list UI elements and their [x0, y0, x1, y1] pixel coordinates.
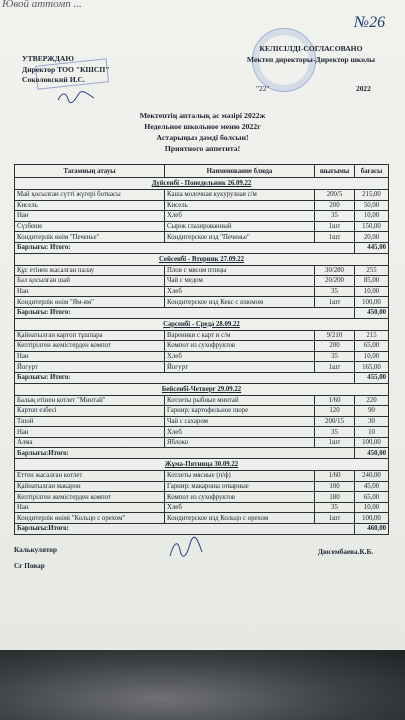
dish-russian: Кондитерское изд Кольцо с орехом — [165, 513, 315, 524]
total-row — [15, 242, 389, 253]
dish-kazakh: Нан — [15, 211, 165, 222]
dish-yield: 1/60 — [315, 395, 355, 406]
total-value: 460,00 — [355, 524, 389, 535]
dish-kazakh: Кондитерлік өнім "Ям-ям" — [15, 297, 165, 308]
dish-russian: Каша молочная кукурузная с/м — [165, 190, 315, 201]
dish-price: 150,00 — [355, 221, 389, 232]
dish-russian: Сырок глазированный — [165, 221, 315, 232]
dish-price: 100,00 — [355, 297, 389, 308]
total-label: Барлығы: Итого: — [15, 242, 355, 253]
heading-kazakh: Мектептің апталық ас мәзірі 2022ж — [139, 111, 266, 120]
dish-russian: Гарнир: картофельное пюре — [165, 406, 315, 417]
table-row — [15, 395, 389, 406]
dish-yield: 180 — [315, 492, 355, 503]
table-row — [15, 492, 389, 503]
table-header-row — [15, 165, 389, 178]
table-row — [15, 276, 389, 287]
agreement-date: "22" — [256, 84, 270, 93]
approval-block — [22, 54, 109, 86]
dish-russian: Компот из сухофруктов — [165, 492, 315, 503]
page-number: №26 — [354, 14, 386, 31]
dish-kazakh: Нан — [15, 502, 165, 513]
total-row — [15, 448, 389, 459]
agreement-block — [236, 44, 386, 65]
col-header-yield: шығымы — [315, 165, 355, 178]
dish-price: 65,00 — [355, 492, 389, 503]
dish-price: 90 — [355, 406, 389, 417]
dish-kazakh: Нан — [15, 286, 165, 297]
total-label: Барлығы: Итого: — [15, 372, 355, 383]
dish-yield: 35 — [315, 351, 355, 362]
dish-russian: Котлеты мясные (п/ф) — [165, 471, 315, 482]
table-row — [15, 427, 389, 438]
col-header-russian: Наименование блюда — [165, 165, 315, 178]
dish-russian: Хлеб — [165, 286, 315, 297]
day-label: Сейсенбі - Вторник 27.09.22 — [15, 253, 389, 265]
dish-russian: Хлеб — [165, 502, 315, 513]
dish-kazakh: Қайнатылған картоп тұшпара — [15, 330, 165, 341]
total-row — [15, 307, 389, 318]
dish-yield: 1шт — [315, 362, 355, 373]
dish-yield: 30/280 — [315, 265, 355, 276]
menu-headings — [0, 110, 405, 154]
approval-director: Директор ТОО "КШСП" — [22, 64, 110, 74]
dish-russian: Вареники с карт и с/м — [165, 330, 315, 341]
calculator-signature — [166, 536, 206, 562]
weekly-menu-table — [14, 164, 389, 535]
dish-russian: Хлеб — [165, 351, 315, 362]
dish-kazakh: Алма — [15, 437, 165, 448]
dish-yield: 1шт — [315, 297, 355, 308]
table-row — [15, 341, 389, 352]
greeting-kazakh: Астарыңыз дәмді болсын! — [156, 133, 249, 142]
dish-kazakh: Йогурт — [15, 362, 165, 373]
dish-yield: 200/15 — [315, 416, 355, 427]
table-row — [15, 211, 389, 222]
table-row — [15, 416, 389, 427]
table-row — [15, 502, 389, 513]
total-label: Барлығы:Итого: — [15, 524, 355, 535]
table-body — [15, 178, 389, 535]
table-row — [15, 200, 389, 211]
dish-russian: Хлеб — [165, 427, 315, 438]
dish-kazakh: Қайнатылған макарон — [15, 481, 165, 492]
agreement-year: 2022 — [356, 84, 371, 93]
day-label: Сәрсенбі - Среда 28.09.22 — [15, 318, 389, 330]
approval-title: УТВЕРЖДАЮ — [22, 54, 74, 63]
dish-price: 100,00 — [355, 513, 389, 524]
dish-price: 220 — [355, 395, 389, 406]
dish-kazakh: Кондитерлік өнімі "Кольцо с орехом" — [15, 513, 165, 524]
dish-russian: Плов с мясом птицы — [165, 265, 315, 276]
heading-russian: Недельное школьное меню 2022г — [144, 122, 261, 131]
day-row — [15, 459, 389, 471]
dish-russian: Котлеты рыбные минтай — [165, 395, 315, 406]
dish-yield: 1шт — [315, 221, 355, 232]
footer-calculator: Калькулятор — [14, 546, 58, 554]
dish-kazakh: Картоп езбесі — [15, 406, 165, 417]
dish-russian: Йогурт — [165, 362, 315, 373]
approval-name: Соколовский И.С. — [22, 75, 85, 84]
col-header-price: бағасы — [355, 165, 389, 178]
greeting-russian: Приятного аппетита! — [164, 144, 241, 153]
dish-kazakh: Кептірілген жемістерден компот — [15, 492, 165, 503]
total-value: 450,00 — [355, 448, 389, 459]
dish-kazakh: Тшой — [15, 416, 165, 427]
dish-russian: Компот из сухофруктов — [165, 341, 315, 352]
total-label: Барлығы: Итого: — [15, 307, 355, 318]
day-row — [15, 318, 389, 330]
dish-kazakh: Бал қосылған шай — [15, 276, 165, 287]
dish-price: 20,00 — [355, 232, 389, 243]
dish-price: 30 — [355, 416, 389, 427]
dish-russian: Хлеб — [165, 211, 315, 222]
dish-russian: Кондитерское изд "Печенье" — [165, 232, 315, 243]
dish-yield: 9/210 — [315, 330, 355, 341]
dish-russian: Яблоко — [165, 437, 315, 448]
day-label: Бейсенбі-Четверг 29.09.22 — [15, 383, 389, 395]
dish-yield: 1шт — [315, 232, 355, 243]
dish-yield: 35 — [315, 286, 355, 297]
dish-price: 255 — [355, 265, 389, 276]
table-row — [15, 471, 389, 482]
dish-russian: Гарнир: макароны отварные — [165, 481, 315, 492]
total-value: 455,00 — [355, 372, 389, 383]
day-row — [15, 383, 389, 395]
dish-price: 45,00 — [355, 481, 389, 492]
dish-kazakh: Құс етінен жасалған палау — [15, 265, 165, 276]
table-row — [15, 265, 389, 276]
dish-kazakh: Нан — [15, 427, 165, 438]
dish-yield: 1/60 — [315, 471, 355, 482]
dish-price: 65,00 — [355, 341, 389, 352]
table-row — [15, 437, 389, 448]
total-row — [15, 524, 389, 535]
table-row — [15, 286, 389, 297]
director-signature — [56, 90, 96, 104]
dish-price: 10,00 — [355, 286, 389, 297]
table-row — [15, 406, 389, 417]
dish-russian: Кисель — [165, 200, 315, 211]
dish-price: 100,00 — [355, 437, 389, 448]
dish-price: 215 — [355, 330, 389, 341]
dish-price: 10 — [355, 427, 389, 438]
table-row — [15, 513, 389, 524]
total-label: Барлығы:Итого: — [15, 448, 355, 459]
dish-price: 10,00 — [355, 211, 389, 222]
dish-yield: 1шт — [315, 513, 355, 524]
total-value: 450,00 — [355, 307, 389, 318]
dish-kazakh: Кисель — [15, 200, 165, 211]
dish-yield: 35 — [315, 502, 355, 513]
day-row — [15, 178, 389, 190]
table-row — [15, 330, 389, 341]
dish-price: 85,00 — [355, 276, 389, 287]
dish-price: 215,00 — [355, 190, 389, 201]
col-header-kazakh: Тағамның атауы — [15, 165, 165, 178]
table-row — [15, 221, 389, 232]
dish-yield: 200 — [315, 341, 355, 352]
agreement-role: Мектеп директоры-Директор школы — [246, 54, 376, 64]
dish-yield: 35 — [315, 211, 355, 222]
total-value: 445,00 — [355, 242, 389, 253]
dish-russian: Чай с медом — [165, 276, 315, 287]
dish-russian: Чай с сахаром — [165, 416, 315, 427]
dish-kazakh: Нан — [15, 351, 165, 362]
dish-kazakh: Сүзбеше — [15, 221, 165, 232]
dish-yield: 200 — [315, 200, 355, 211]
background-floor — [0, 650, 405, 720]
dish-yield: 20/200 — [315, 276, 355, 287]
dish-russian: Кондитерское изд Кекс с изюмом — [165, 297, 315, 308]
total-row — [15, 372, 389, 383]
dish-kazakh: Еттен жасалған котлет — [15, 471, 165, 482]
dish-price: 50,00 — [355, 200, 389, 211]
table-row — [15, 190, 389, 201]
footer-signer: Дюсембаева.К.Б. — [318, 548, 374, 556]
dish-yield: 120 — [315, 406, 355, 417]
day-label: Дүйсенбі - Понедельник 26.09.22 — [15, 178, 389, 190]
handwritten-scribble: Ювой аттомп ... — [2, 0, 82, 10]
dish-price: 10,00 — [355, 502, 389, 513]
dish-price: 240,00 — [355, 471, 389, 482]
table-row — [15, 232, 389, 243]
dish-price: 165,00 — [355, 362, 389, 373]
table-row — [15, 297, 389, 308]
dish-yield: 200/5 — [315, 190, 355, 201]
day-row — [15, 253, 389, 265]
dish-yield: 1шт — [315, 437, 355, 448]
dish-price: 10,00 — [355, 351, 389, 362]
dish-kazakh: Балық етінен котлет "Минтай" — [15, 395, 165, 406]
agreement-title: КЕЛІСІЛДІ-СОГЛАСОВАНО — [259, 44, 363, 53]
dish-kazakh: Кептірілген жемістерден компот — [15, 341, 165, 352]
day-label: Жұма-Пятница 30.09.22 — [15, 459, 389, 471]
dish-yield: 100 — [315, 481, 355, 492]
table-row — [15, 351, 389, 362]
dish-yield: 35 — [315, 427, 355, 438]
dish-kazakh: Кондитерлік өнім "Печенье" — [15, 232, 165, 243]
table-row — [15, 481, 389, 492]
footer-cook: Сг Повар — [14, 562, 45, 570]
table-row — [15, 362, 389, 373]
dish-kazakh: Май қосылған сүтті жүгері боткасы — [15, 190, 165, 201]
